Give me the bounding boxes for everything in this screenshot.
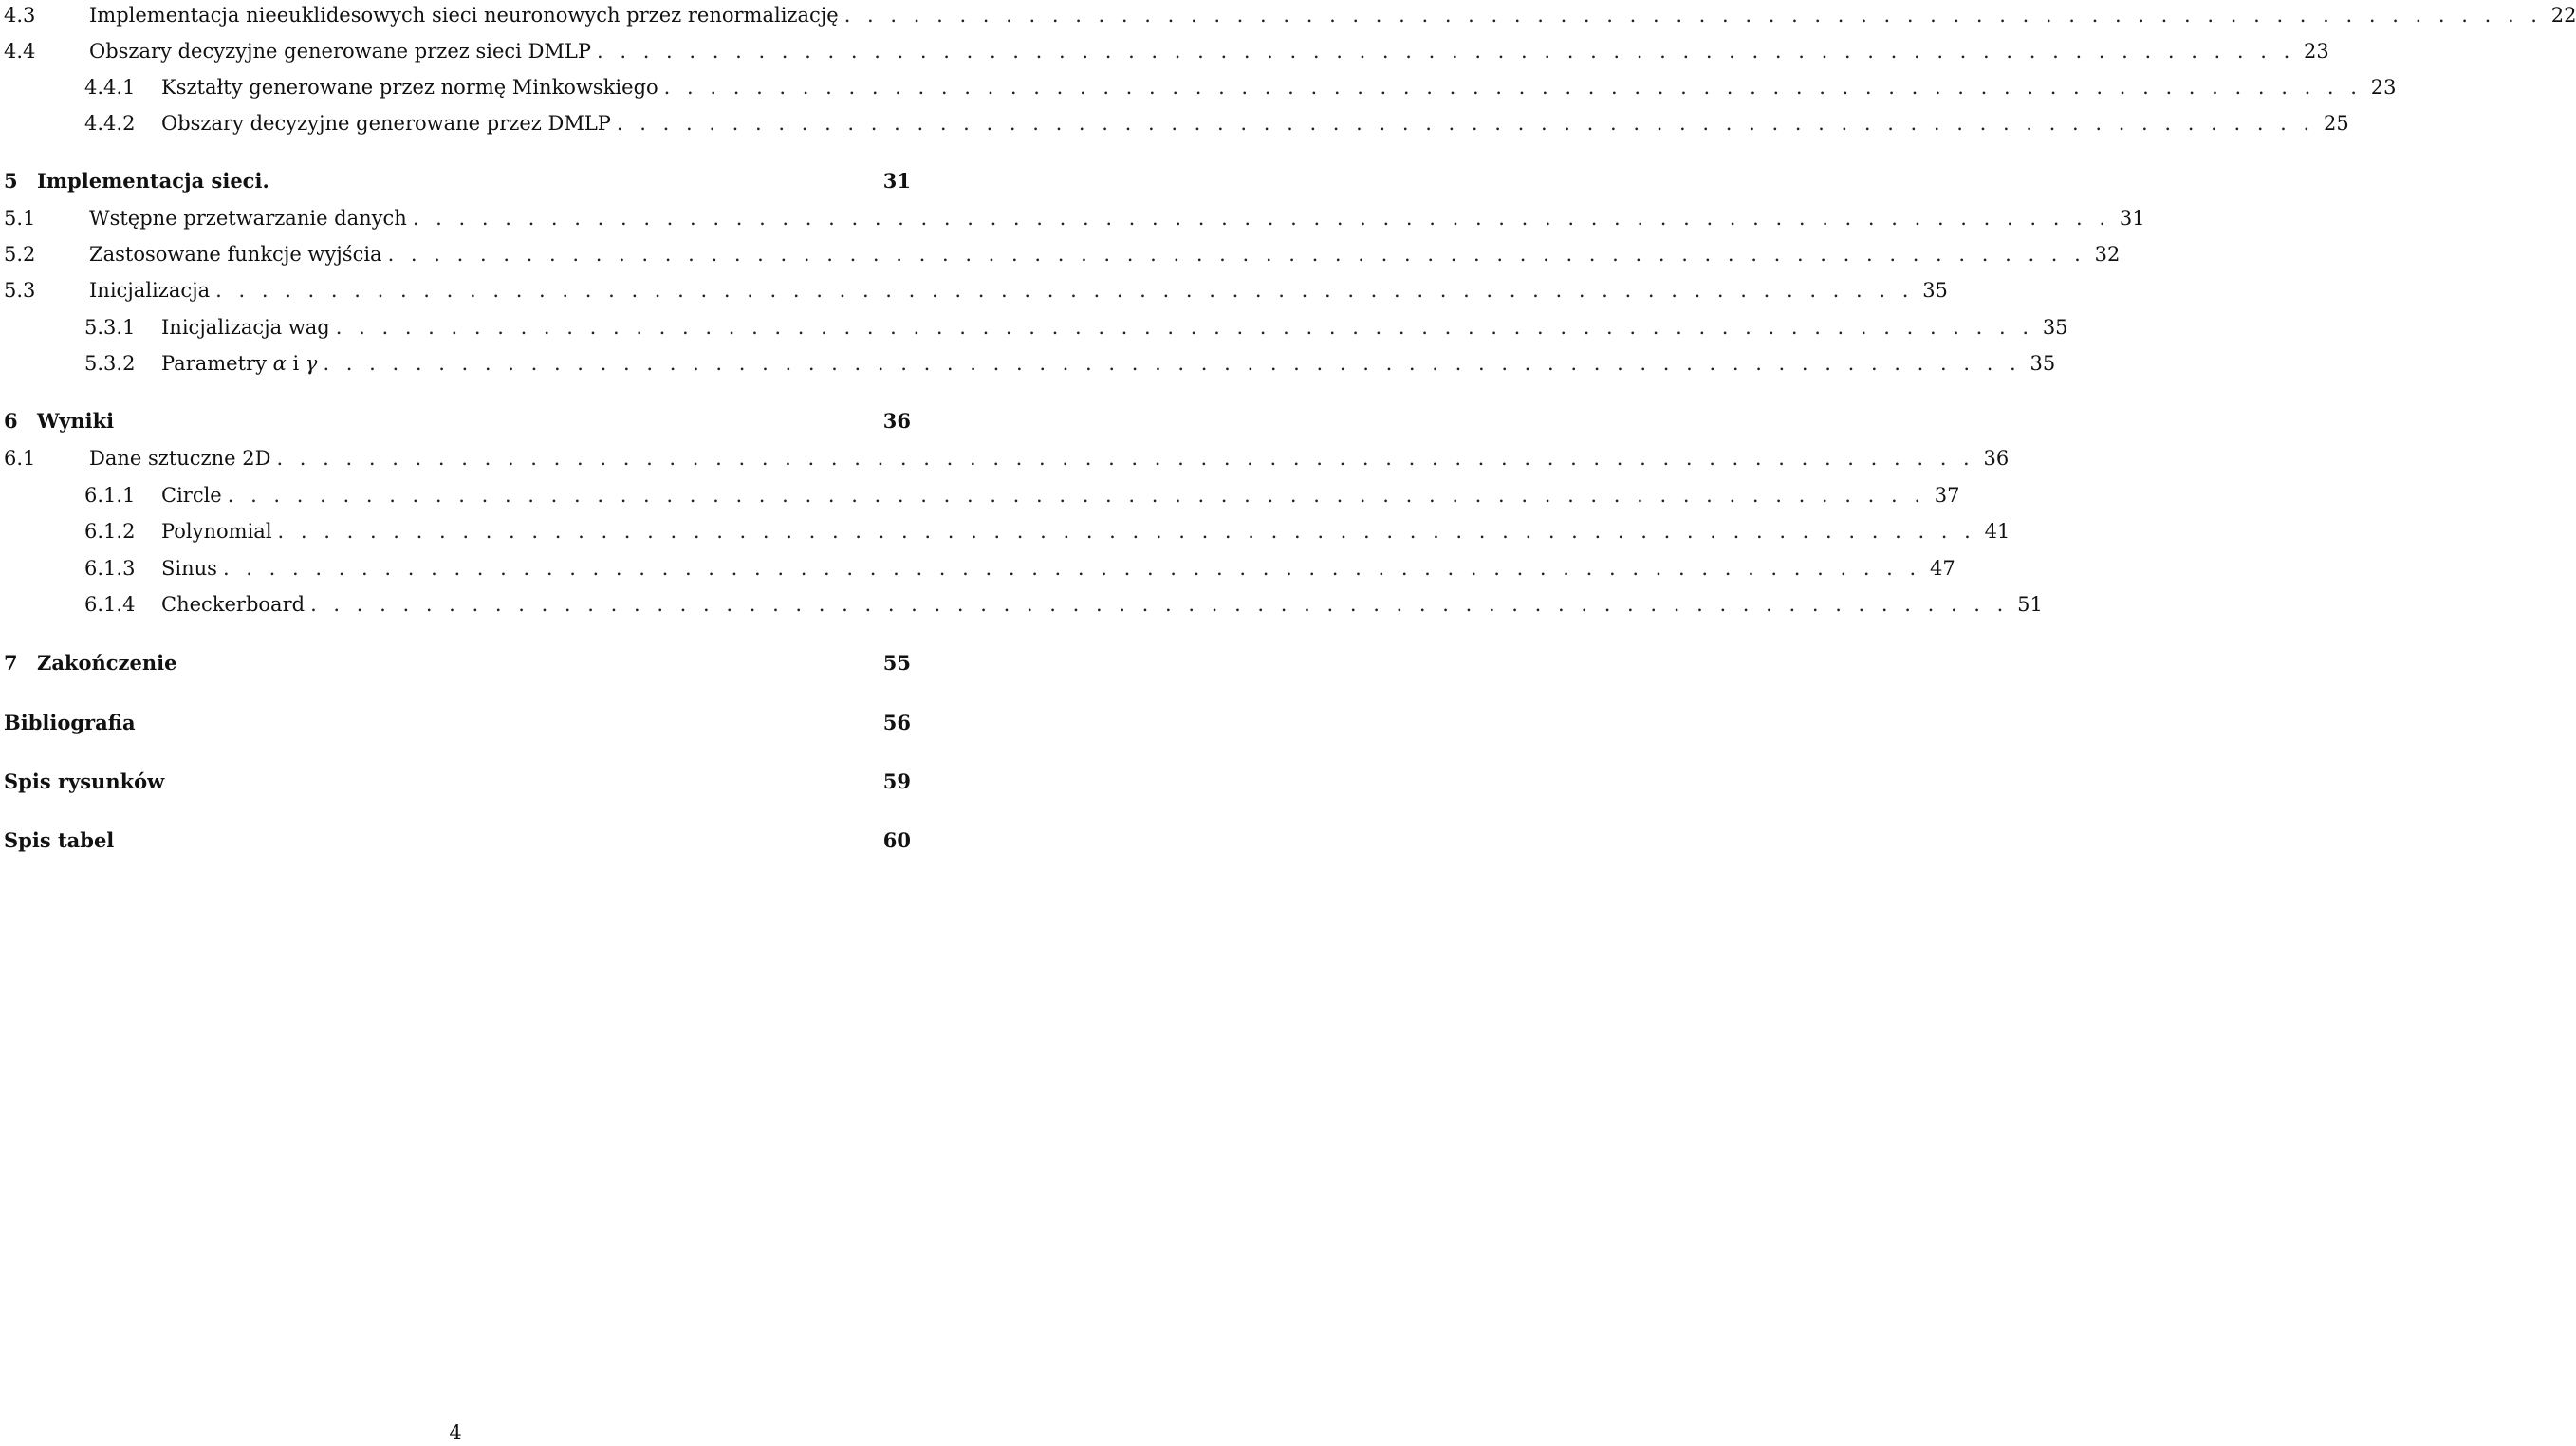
toc-entry-number: 5.2: [4, 243, 36, 266]
toc-entry-6-1-1[interactable]: [4, 480, 1960, 510]
toc-dot-leader: . . . . . . . . . . . . . . . . . . . . . . . . . . . . . . . . . . . . . . . . . . . . . . . . . . . . . . . . . . . . . . . . . . . . . . . . . .: [412, 207, 2111, 230]
toc-entry-number: 7: [4, 651, 18, 675]
toc-dot-leader: . . . . . . . . . . . . . . . . . . . . . . . . . . . . . . . . . . . . . . . . . . . . . . . . . . . . . . . . . . . . . . . . . . . . . . . . . .: [335, 316, 2034, 339]
toc-entry-title: Wstępne przetwarzanie danych: [89, 207, 407, 230]
toc-entry-number: 6.1: [4, 447, 36, 470]
toc-entry-page: 31: [2119, 207, 2145, 230]
toc-entry-title: Implementacja nieeuklidesowych sieci neuronowych przez renormalizację: [89, 4, 839, 27]
alpha-symbol: α: [272, 352, 287, 375]
toc-entry-page: 31: [882, 169, 911, 193]
toc-entry-number: 4.4: [4, 40, 36, 63]
toc-entry-title: Inicjalizacja: [89, 279, 211, 302]
toc-entry-number: 5.3.2: [84, 352, 136, 375]
page-number: 4: [449, 1421, 462, 1444]
toc-entry-title: Sinus: [161, 557, 217, 580]
toc-entry-number: 6.1.4: [84, 593, 136, 616]
toc-entry-title: Wyniki: [37, 409, 115, 433]
toc-dot-leader: . . . . . . . . . . . . . . . . . . . . . . . . . . . . . . . . . . . . . . . . . . . . . . . . . . . . . . . . . . . . . . . . . . . . . . . . . .: [310, 593, 2009, 616]
toc-dot-leader: . . . . . . . . . . . . . . . . . . . . . . . . . . . . . . . . . . . . . . . . . . . . . . . . . . . . . . . . . . . . . . . . . . . . . . . . . .: [222, 557, 1921, 580]
toc-chapter-7[interactable]: [4, 648, 911, 678]
toc-dot-leader: . . . . . . . . . . . . . . . . . . . . . . . . . . . . . . . . . . . . . . . . . . . . . . . . . . . . . . . . . . . . . . . . . . . . . . . . . .: [323, 352, 2022, 375]
toc-dot-leader: . . . . . . . . . . . . . . . . . . . . . . . . . . . . . . . . . . . . . . . . . . . . . . . . . . . . . . . . . . . . . . . . . . . . . . . . . .: [276, 447, 1975, 470]
toc-entry-title: Obszary decyzyjne generowane przez sieci DMLP: [89, 40, 591, 63]
toc-chapter-5[interactable]: [4, 166, 911, 196]
toc-dot-leader: . . . . . . . . . . . . . . . . . . . . . . . . . . . . . . . . . . . . . . . . . . . . . . . . . . . . . . . . . . . . . . . . . . . . . . . . . .: [387, 243, 2086, 266]
toc-entry-number: 4.4.1: [84, 76, 136, 99]
toc-entry-5-3-1[interactable]: [4, 312, 2068, 343]
toc-entry-title: Inicjalizacja wag: [161, 316, 330, 339]
toc-entry-title: Kształty generowane przez normę Minkowskiego: [161, 76, 658, 99]
toc-entry-6-1-4[interactable]: [4, 589, 2043, 620]
toc-entry-page: 41: [1984, 520, 2011, 543]
toc-entry-5-1[interactable]: [4, 203, 2145, 233]
toc-list-of-figures[interactable]: [4, 767, 911, 797]
toc-entry-6-1[interactable]: [4, 443, 2010, 473]
toc-dot-leader: . . . . . . . . . . . . . . . . . . . . . . . . . . . . . . . . . . . . . . . . . . . . . . . . . . . . . . . . . . . . . . . . . . . . . . . . . .: [843, 4, 2543, 27]
toc-entry-title: Circle: [161, 484, 222, 507]
toc-bibliography[interactable]: [4, 708, 911, 738]
toc-entry-6-1-3[interactable]: [4, 553, 1955, 584]
toc-entry-title: Zastosowane funkcje wyjścia: [89, 243, 382, 266]
toc-entry-number: 5.3.1: [84, 316, 136, 339]
gamma-symbol: γ: [305, 352, 318, 375]
toc-entry-title: Obszary decyzyjne generowane przez DMLP: [161, 112, 611, 135]
toc-entry-number: 5.1: [4, 207, 36, 230]
toc-entry-title: Dane sztuczne 2D: [89, 447, 271, 470]
toc-entry-4-4[interactable]: [4, 36, 2329, 66]
toc-entry-page: 36: [1983, 447, 2010, 470]
toc-entry-page: 59: [882, 769, 911, 793]
toc-entry-title: Implementacja sieci.: [37, 169, 269, 193]
toc-entry-page: 56: [882, 711, 911, 734]
toc-dot-leader: . . . . . . . . . . . . . . . . . . . . . . . . . . . . . . . . . . . . . . . . . . . . . . . . . . . . . . . . . . . . . . . . . . . . . . . . . .: [616, 112, 2315, 135]
toc-entry-page: 60: [882, 828, 911, 852]
toc-entry-page: 35: [2029, 352, 2056, 375]
toc-entry-page: 32: [2094, 243, 2121, 266]
toc-dot-leader: . . . . . . . . . . . . . . . . . . . . . . . . . . . . . . . . . . . . . . . . . . . . . . . . . . . . . . . . . . . . . . . . . . . . . . . . . .: [663, 76, 2363, 99]
toc-entry-6-1-2[interactable]: [4, 516, 2011, 547]
toc-entry-page: 55: [882, 651, 911, 675]
toc-entry-page: 51: [2017, 593, 2043, 616]
toc-entry-title: Zakończenie: [37, 651, 177, 675]
toc-entry-5-2[interactable]: [4, 239, 2121, 269]
toc-entry-title: [161, 348, 317, 379]
toc-entry-5-3-2[interactable]: [4, 348, 2056, 379]
toc-entry-number: 5.3: [4, 279, 36, 302]
toc-entry-title: Spis rysunków: [4, 769, 165, 793]
toc-dot-leader: . . . . . . . . . . . . . . . . . . . . . . . . . . . . . . . . . . . . . . . . . . . . . . . . . . . . . . . . . . . . . . . . . . . . . . . . . .: [227, 484, 1926, 507]
toc-entry-4-4-1[interactable]: [4, 72, 2397, 102]
toc-entry-number: 5: [4, 169, 18, 193]
toc-entry-4-3[interactable]: [4, 0, 2576, 30]
toc-entry-page: 36: [882, 409, 911, 433]
toc-entry-title: Spis tabel: [4, 828, 115, 852]
toc-entry-page: 35: [1922, 279, 1948, 302]
toc-entry-5-3[interactable]: [4, 275, 1948, 306]
toc-entry-page: 35: [2042, 316, 2068, 339]
toc-entry-page: 23: [2370, 76, 2397, 99]
toc-title-mid: i: [286, 352, 306, 375]
toc-entry-number: 6.1.2: [84, 520, 136, 543]
toc-entry-page: 23: [2304, 40, 2329, 63]
toc-entry-title: Checkerboard: [161, 593, 306, 616]
toc-entry-page: 25: [2323, 112, 2349, 135]
toc-entry-number: 4.3: [4, 4, 36, 27]
toc-entry-number: 6.1.1: [84, 484, 136, 507]
toc-entry-title: Bibliografia: [4, 711, 136, 734]
toc-entry-page: 47: [1929, 557, 1955, 580]
toc-dot-leader: . . . . . . . . . . . . . . . . . . . . . . . . . . . . . . . . . . . . . . . . . . . . . . . . . . . . . . . . . . . . . . . . . . . . . . . . . .: [277, 520, 1976, 543]
toc-entry-4-4-2[interactable]: [4, 108, 2349, 139]
toc-dot-leader: . . . . . . . . . . . . . . . . . . . . . . . . . . . . . . . . . . . . . . . . . . . . . . . . . . . . . . . . . . . . . . . . . . . . . . . . . .: [215, 279, 1914, 302]
toc-title-prefix: Parametry: [161, 352, 273, 375]
toc-chapter-6[interactable]: [4, 406, 911, 436]
toc-entry-page: 22: [2550, 4, 2576, 27]
toc-dot-leader: . . . . . . . . . . . . . . . . . . . . . . . . . . . . . . . . . . . . . . . . . . . . . . . . . . . . . . . . . . . . . . . . . . . . . . . . . .: [597, 40, 2295, 63]
toc-list-of-tables[interactable]: [4, 825, 911, 856]
toc-entry-number: 6: [4, 409, 18, 433]
toc-entry-page: 37: [1934, 484, 1960, 507]
toc-entry-number: 6.1.3: [84, 557, 136, 580]
toc-entry-number: 4.4.2: [84, 112, 136, 135]
toc-entry-title: Polynomial: [161, 520, 272, 543]
